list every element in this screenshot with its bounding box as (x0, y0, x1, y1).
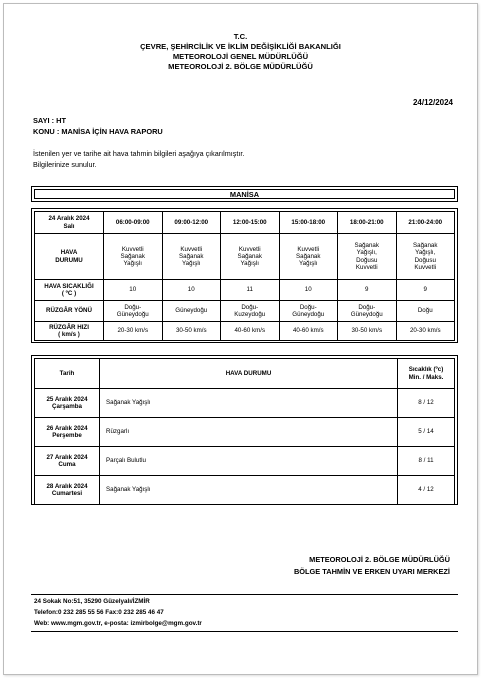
temp-header (398, 359, 455, 389)
wind-direction-cell (104, 301, 163, 322)
wind-direction-line: Güneydoğu (350, 311, 383, 318)
footer-divider-bottom (31, 631, 458, 632)
daily-temp-cell: 8 / 12 (398, 389, 455, 418)
daily-date-cell (35, 447, 100, 476)
condition-line: Yağışlı (123, 260, 142, 268)
wind-speed-cell: 40-60 km/s (221, 322, 280, 341)
period-header: 12:00-15:00 (221, 212, 280, 234)
period-header: 21:00-24:00 (396, 212, 455, 234)
wind-direction-line: Doğu- (358, 303, 376, 311)
daily-row (35, 418, 455, 447)
wind-direction-cell (162, 301, 221, 322)
wind-direction-line: Doğu (417, 307, 433, 315)
wind-speed-row (35, 322, 455, 341)
wind-direction-row (35, 301, 455, 322)
daily-condition-cell: Parçalı Bulutlu (100, 447, 398, 476)
daily-date: 28 Aralık 2024 (46, 482, 88, 490)
daily-weekday: Cuma (58, 461, 76, 468)
condition-cell (104, 234, 163, 280)
condition-cell (338, 234, 397, 280)
daily-weekday: Cumartesi (51, 490, 83, 497)
condition-label-line: DURUMU (55, 256, 83, 264)
condition-line: Kuvvetli (355, 263, 378, 271)
daily-header-row (35, 359, 455, 389)
wind-speed-label-line: RÜZGÂR HIZI (49, 323, 89, 331)
condition-line: Sağanak (120, 252, 145, 260)
wind-speed-cell: 40-60 km/s (279, 322, 338, 341)
temperature-cell: 10 (162, 280, 221, 301)
konu-line: KONU : MANİSA İÇİN HAVA RAPORU (33, 127, 163, 136)
condition-line: Yağışlı, (356, 249, 377, 257)
wind-direction-line: Güneydoğu (175, 307, 208, 315)
condition-label (35, 234, 104, 280)
footer-web: Web: www.mgm.gov.tr, e-posta: izmirbolge@mgm.gov.tr (34, 620, 202, 627)
daily-row (35, 389, 455, 418)
footer-divider (31, 594, 458, 595)
condition-line: Yağışlı (299, 260, 318, 268)
temp-header-line: Sıcaklık (ºc) (408, 366, 444, 374)
condition-line: Kuvvetli (238, 245, 261, 253)
daily-date-cell (35, 418, 100, 447)
wind-direction-cell (279, 301, 338, 322)
condition-row (35, 234, 455, 280)
signature-center: BÖLGE TAHMİN VE ERKEN UYARI MERKEZİ (293, 567, 450, 576)
document-page (3, 3, 478, 675)
temperature-cell: 9 (338, 280, 397, 301)
date-header: Tarih (35, 359, 100, 389)
wind-direction-line: Güneydoğu (292, 311, 325, 318)
daily-temp-cell: 5 / 14 (398, 418, 455, 447)
header-ministry: ÇEVRE, ŞEHİRCİLİK VE İKLİM DEĞİŞİKLİĞİ BAKANLIĞI (140, 42, 341, 51)
condition-line: Kuvvetli (121, 245, 144, 253)
condition-header: HAVA DURUMU (100, 359, 398, 389)
report-date: 24/12/2024 (412, 98, 453, 107)
daily-weekday: Çarşamba (52, 403, 82, 410)
condition-line: Sağanak (179, 252, 204, 260)
temperature-cell: 10 (104, 280, 163, 301)
wind-direction-line: Kuzeydoğu (234, 311, 266, 318)
footer-address: 24 Sokak No:51, 35290 Güzelyalı/İZMİR (34, 598, 150, 605)
condition-label-line: HAVA (60, 249, 78, 257)
period-header: 06:00-09:00 (104, 212, 163, 234)
wind-direction-line: Doğu- (124, 303, 142, 311)
city-section (31, 186, 458, 202)
temperature-cell: 11 (221, 280, 280, 301)
daily-date: 26 Aralık 2024 (46, 424, 88, 432)
condition-cell (221, 234, 280, 280)
condition-line: Doğusu (414, 256, 436, 264)
daily-date-cell (35, 389, 100, 418)
forecast-day-cell (35, 212, 104, 234)
wind-direction-line: Güneydoğu (116, 311, 149, 318)
wind-speed-cell: 30-50 km/s (162, 322, 221, 341)
daily-forecast-table (34, 358, 455, 505)
forecast-day: 24 Aralık 2024 (48, 215, 90, 223)
daily-date: 27 Aralık 2024 (46, 453, 88, 461)
daily-weekday: Perşembe (52, 432, 82, 439)
condition-line: Kuvvetli (414, 263, 437, 271)
daily-condition-cell: Rüzgarlı (100, 418, 398, 447)
temperature-row (35, 280, 455, 301)
temperature-label (35, 280, 104, 301)
signature-directorate: METEOROLOJİ 2. BÖLGE MÜDÜRLÜĞÜ (309, 555, 450, 564)
temperature-label-line: ( ºC ) (61, 290, 77, 297)
period-header: 18:00-21:00 (338, 212, 397, 234)
intro-text: İstenilen yer ve tarihe ait hava tahmin bilgileri aşağıya çıkarılmıştır. (33, 149, 245, 158)
daily-temp-cell: 8 / 11 (398, 447, 455, 476)
wind-speed-cell: 30-50 km/s (338, 322, 397, 341)
condition-cell (396, 234, 455, 280)
condition-line: Sağanak (296, 252, 321, 260)
daily-row (35, 476, 455, 505)
wind-speed-cell: 20-30 km/s (396, 322, 455, 341)
wind-speed-cell: 20-30 km/s (104, 322, 163, 341)
forecast-weekday: Salı (63, 222, 75, 230)
daily-condition-cell: Sağanak Yağışlı (100, 389, 398, 418)
temperature-cell: 9 (396, 280, 455, 301)
wind-direction-cell (221, 301, 280, 322)
wind-direction-label: RÜZGÂR YÖNÜ (35, 301, 104, 322)
temperature-label-line: HAVA SICAKLIĞI (44, 282, 94, 290)
sayi-line: SAYI : HT (33, 116, 66, 125)
daily-date-cell (35, 476, 100, 505)
wind-direction-cell (396, 301, 455, 322)
daily-row (35, 447, 455, 476)
condition-line: Doğusu (356, 256, 378, 264)
condition-line: Kuvvetli (297, 245, 320, 253)
condition-line: Sağanak (354, 242, 379, 250)
condition-line: Sağanak (237, 252, 262, 260)
condition-line: Yağışlı (240, 260, 259, 268)
condition-line: Yağışlı, (415, 249, 436, 257)
wind-direction-cell (338, 301, 397, 322)
condition-line: Kuvvetli (180, 245, 203, 253)
header-region: METEOROLOJİ 2. BÖLGE MÜDÜRLÜĞÜ (168, 62, 313, 71)
condition-cell (162, 234, 221, 280)
daily-date: 25 Aralık 2024 (46, 395, 88, 403)
wind-direction-line: Doğu- (299, 303, 317, 311)
wind-speed-label-line: ( km/s ) (58, 331, 80, 338)
daily-temp-cell: 4 / 12 (398, 476, 455, 505)
intro-closing: Bilgilerinize sunulur. (33, 160, 97, 169)
daily-condition-cell: Sağanak Yağışlı (100, 476, 398, 505)
temp-header-line: Min. / Maks. (408, 373, 444, 381)
condition-line: Yağışlı (182, 260, 201, 268)
header-directorate: METEOROLOJİ GENEL MÜDÜRLÜĞÜ (172, 52, 309, 61)
period-header: 15:00-18:00 (279, 212, 338, 234)
wind-direction-line: Doğu- (241, 303, 259, 311)
hourly-forecast-table (34, 211, 455, 341)
hourly-header-row (35, 212, 455, 234)
wind-speed-label (35, 322, 104, 341)
condition-line: Sağanak (413, 242, 438, 250)
footer-phone: Telefon:0 232 285 55 56 Fax:0 232 285 46 47 (34, 609, 164, 616)
period-header: 09:00-12:00 (162, 212, 221, 234)
temperature-cell: 10 (279, 280, 338, 301)
header-tc: T.C. (233, 32, 248, 41)
condition-cell (279, 234, 338, 280)
city-title: MANİSA (34, 189, 455, 199)
